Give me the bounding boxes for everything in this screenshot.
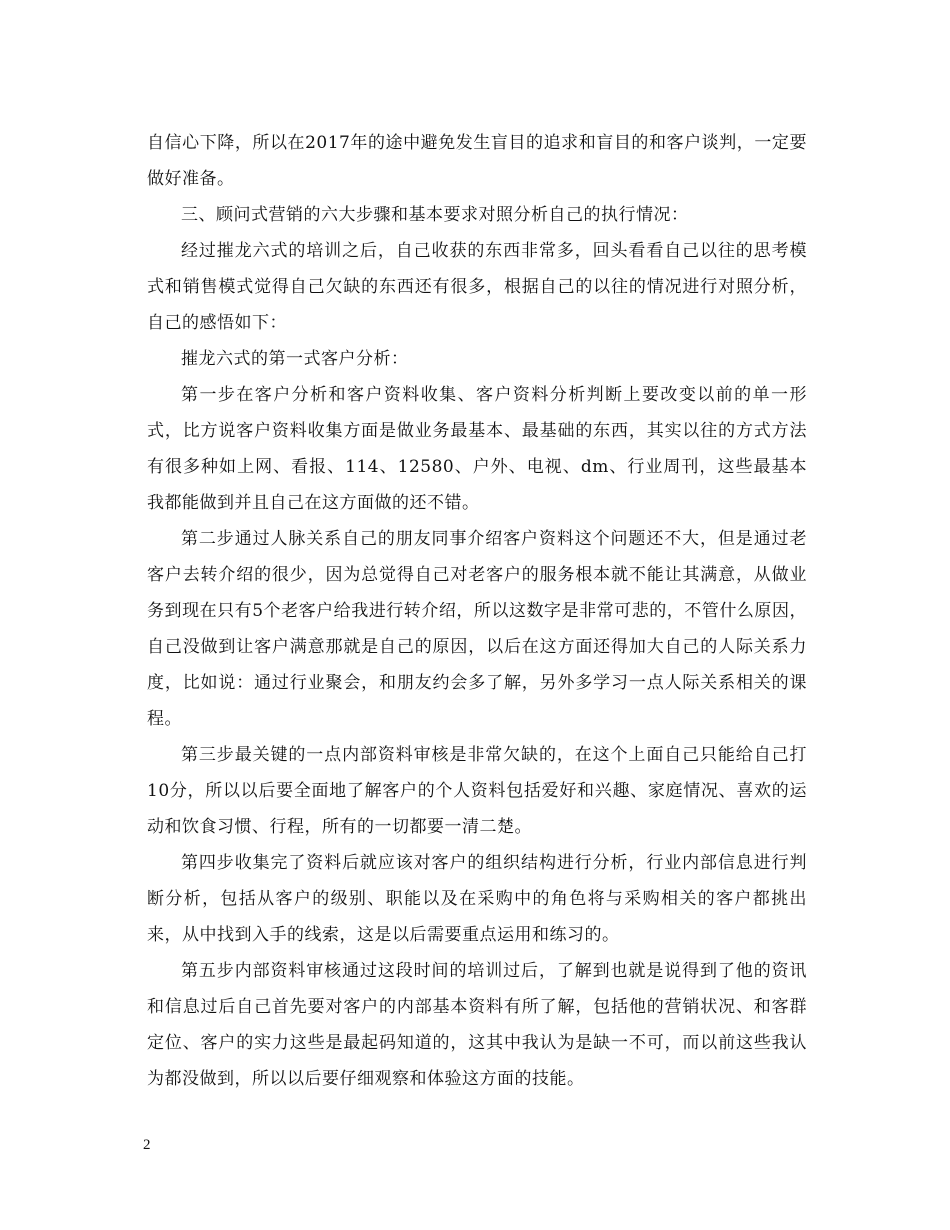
body-text xyxy=(147,125,807,1097)
paragraph: 第一步在客户分析和客户资料收集、客户资料分析判断上要改变以前的单一形式，比方说客户资料收集方面是做业务最基本、最基础的东西，其实以往的方式方法有很多种如上网、看报、114、12580、户外、电视、dm、行业周刊，这些最基本我都能做到并且自己在这方面做的还不错。 xyxy=(147,385,807,513)
paragraph-continuation: 自信心下降，所以在2017年的途中避免发生盲目的追求和盲目的和客户谈判，一定要做好准备。 xyxy=(147,133,807,189)
paragraph: 经过摧龙六式的培训之后，自己收获的东西非常多，回头看看自己以往的思考模式和销售模式觉得自己欠缺的东西还有很多，根据自己的以往的情况进行对照分析，自己的感悟如下： xyxy=(147,241,807,333)
paragraph: 第二步通过人脉关系自己的朋友同事介绍客户资料这个问题还不大，但是通过老客户去转介绍的很少，因为总觉得自己对老客户的服务根本就不能让其满意，从做业务到现在只有5个老客户给我进行转介绍，所以这数字是非常可悲的，不管什么原因，自己没做到让客户满意那就是自己的原因，以后在这方面还得加大自己的人际关系力度，比如说：通过行业聚会，和朋友约会多了解，另外多学习一点人际关系相关的课程。 xyxy=(147,529,807,729)
paragraph: 第四步收集完了资料后就应该对客户的组织结构进行分析，行业内部信息进行判断分析，包括从客户的级别、职能以及在采购中的角色将与采购相关的客户都挑出来，从中找到入手的线索，这是以后需要重点运用和练习的。 xyxy=(147,853,807,945)
subsection-heading: 摧龙六式的第一式客户分析： xyxy=(181,349,409,369)
paragraph: 第五步内部资料审核通过这段时间的培训过后，了解到也就是说得到了他的资讯和信息过后自己首先要对客户的内部基本资料有所了解，包括他的营销状况、和客群定位、客户的实力这些是最起码知道的，这其中我认为是缺一不可，而以前这些我认为都没做到，所以以后要仔细观察和体验这方面的技能。 xyxy=(147,961,807,1089)
page-number: 2 xyxy=(143,1137,151,1153)
paragraph: 第三步最关键的一点内部资料审核是非常欠缺的，在这个上面自己只能给自己打10分，所以以后要全面地了解客户的个人资料包括爱好和兴趣、家庭情况、喜欢的运动和饮食习惯、行程，所有的一切都要一清二楚。 xyxy=(147,745,807,837)
section-heading: 三、顾问式营销的六大步骤和基本要求对照分析自己的执行情况： xyxy=(181,205,689,225)
